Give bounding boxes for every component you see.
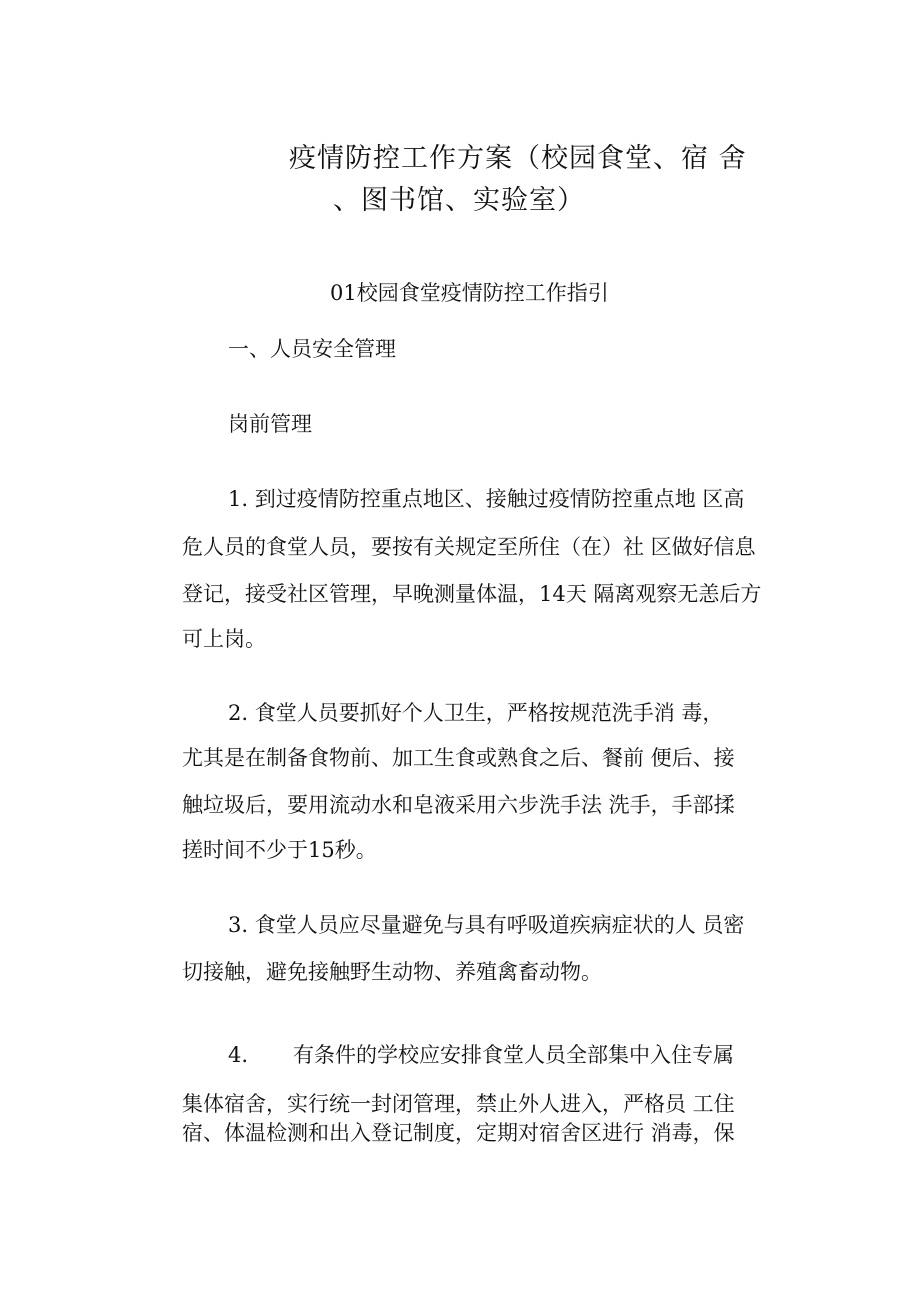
heading-personnel-safety: 一、人员安全管理 bbox=[228, 337, 396, 361]
paragraph-2-line-3: 触垃圾后，要用流动水和皂液采用六步洗手法 洗手，手部揉 bbox=[182, 793, 735, 817]
paragraph-3-line-1: 3. 食堂人员应尽量避免与具有呼吸道疾病症状的人 员密 bbox=[228, 913, 745, 937]
paragraph-1-line-3: 登记，接受社区管理，早晚测量体温，14天 隔离观察无恙后方 bbox=[182, 582, 762, 606]
paragraph-4-line-2: 集体宿舍，实行统一封闭管理，禁止外人进入，严格员 工住 bbox=[182, 1092, 735, 1116]
document-title-line-1: 疫情防控工作方案（校园食堂、宿 舍 bbox=[289, 143, 747, 174]
paragraph-3-line-2: 切接触，避免接触野生动物、养殖禽畜动物。 bbox=[182, 960, 602, 984]
section-heading: 01校园食堂疫情防控工作指引 bbox=[330, 281, 609, 305]
paragraph-4-line-1: 有条件的学校应安排食堂人员全部集中入住专属 bbox=[293, 1043, 734, 1067]
subheading-pre-duty: 岗前管理 bbox=[228, 412, 312, 436]
paragraph-1-line-1: 1. 到过疫情防控重点地区、接触过疫情防控重点地 区高 bbox=[228, 487, 745, 511]
paragraph-1-line-4: 可上岗。 bbox=[182, 627, 266, 651]
paragraph-1-line-2: 危人员的食堂人员，要按有关规定至所住（在）社 区做好信息 bbox=[182, 535, 756, 559]
paragraph-4-number: 4. bbox=[228, 1043, 249, 1067]
paragraph-2-line-1: 2. 食堂人员要抓好个人卫生，严格按规范洗手消 毒， bbox=[228, 701, 724, 725]
document-title-line-2: 、图书馆、实验室） bbox=[333, 185, 585, 216]
paragraph-4-line-3: 宿、体温检测和出入登记制度，定期对宿舍区进行 消毒，保 bbox=[182, 1121, 735, 1145]
paragraph-2-line-2: 尤其是在制备食物前、加工生食或熟食之后、餐前 便后、接 bbox=[182, 746, 735, 770]
paragraph-2-line-4: 搓时间不少于15秒。 bbox=[182, 838, 377, 862]
